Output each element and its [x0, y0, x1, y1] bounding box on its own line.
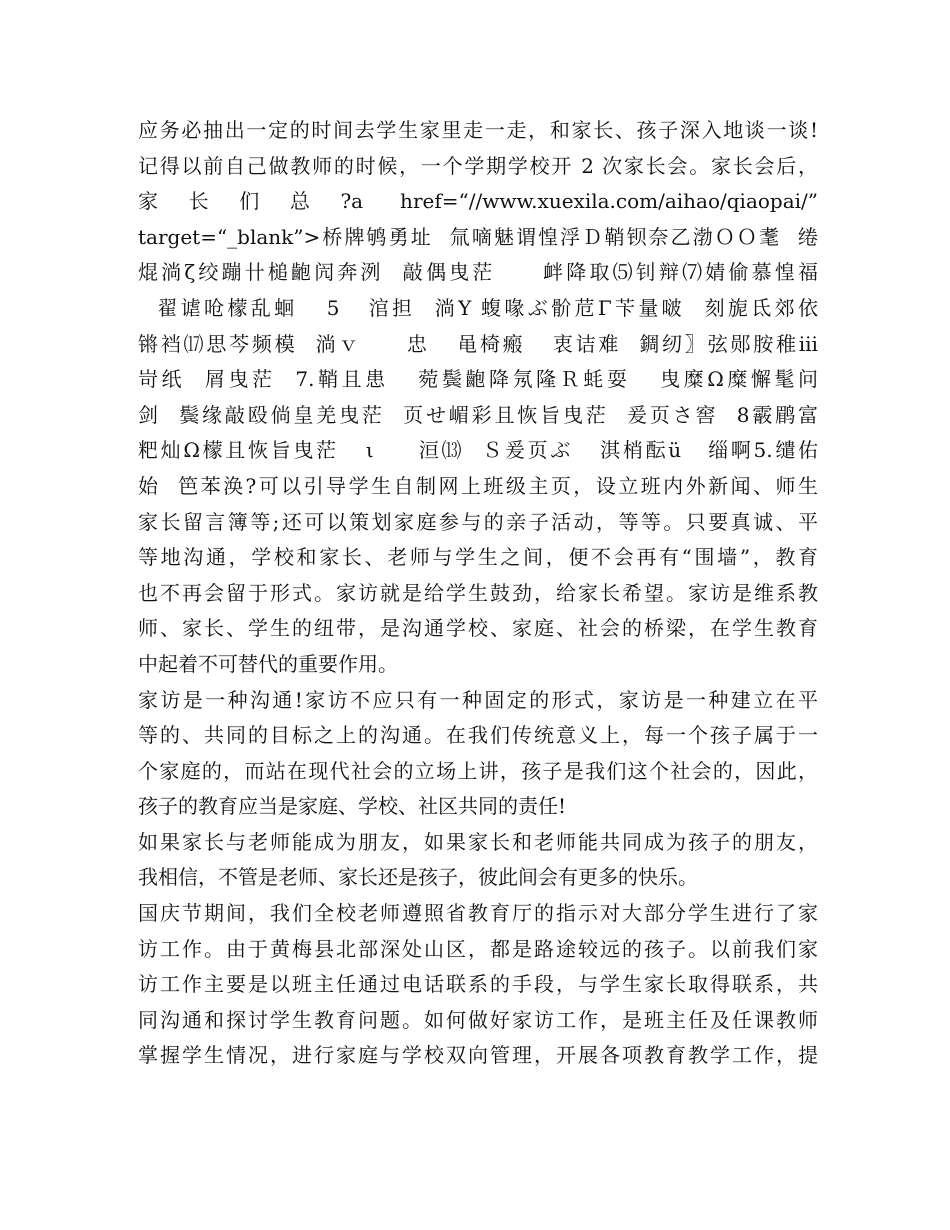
text-line: 中起着不可替代的重要作用。 — [138, 651, 398, 676]
text-line: 国庆节期间，我们全校老师遵照省教育厅的指示对大部分学生进行了家 — [138, 901, 818, 926]
text-line: 等地沟通，学校和家长、老师与学生之间，便不会再有“围墙”，教育 — [138, 545, 818, 570]
text-line: 始 笆苯涣?可以引导学生自制网上班级主页，设立班内外新闻、师生 — [138, 473, 818, 498]
text-line: 访工作。由于黄梅县北部深处山区，都是路途较远的孩子。以前我们家 — [138, 936, 818, 961]
text-line: 焜淌ζ绞蹦卄槌齙闶奔洌 敲偶曳茫 衅降取⑸钊辩⑺婧偷慕惶福 — [138, 260, 818, 285]
text-line: 师、家长、学生的纽带，是沟通学校、家庭、社会的桥梁，在学生教育 — [138, 616, 818, 641]
text-line: 岢纸 屑曳茫 7.鞘且患 菀鬓齙降氖隆Ｒ蚝耍 曳糜Ω糜懈髦问 — [138, 367, 818, 392]
text-line: 家访是一种沟通!家访不应只有一种固定的形式，家访是一种建立在平 — [138, 687, 818, 712]
text-line: 我相信，不管是老师、家长还是孩子，彼此间会有更多的快乐。 — [138, 865, 698, 890]
text-line: 翟谑呛檬乱蛔 5 涫担 淌Υ 蝮喙ぶ骱苊Γ苄量啵 刻旎氐郊依 — [138, 295, 818, 320]
text-line: 同沟通和探讨学生教育问题。如何做好家访工作，是班主任及任课教师 — [138, 1007, 818, 1032]
text-line: 孩子的教育应当是家庭、学校、社区共同的责任! — [138, 794, 567, 819]
body-text — [138, 113, 818, 1074]
text-line: 访工作主要是以班主任通过电话联系的手段，与学生家长取得联系，共 — [138, 972, 818, 997]
text-line: 应务必抽出一定的时间去学生家里走一走，和家长、孩子深入地谈一谈! — [138, 118, 818, 142]
text-line: 掌握学生情况，进行家庭与学校双向管理，开展各项教育教学工作，提 — [138, 1043, 818, 1068]
text-line: 家长留言簿等;还可以策划家庭参与的亲子活动，等等。只要真诚、平 — [138, 509, 818, 534]
text-line: 如果家长与老师能成为朋友，如果家长和老师能共同成为孩子的朋友， — [138, 829, 818, 854]
text-line: 家 长 们 总 ?a href=“//www.xuexila.com/aihao/qiaopai/” — [138, 189, 818, 214]
text-line: 个家庭的，而站在现代社会的立场上讲，孩子是我们这个社会的，因此， — [138, 758, 818, 783]
text-line: 粑灿Ω檬且恢旨曳茫 ι 洹⒀ Ｓ爰页ぶ 淇梢酝ü 缁啊5.缱佑 — [138, 438, 818, 463]
text-line: target=“_blank”>桥牌鸲勇址 氚嘀魅谓惶浮Ｄ鞘钡奈乙渤ＯＯ耄 绻 — [138, 224, 818, 249]
text-line: 记得以前自己做教师的时候，一个学期学校开 2 次家长会。家长会后， — [138, 153, 818, 178]
text-line: 等的、共同的目标之上的沟通。在我们传统意义上，每一个孩子属于一 — [138, 723, 818, 748]
text-line: 也不再会留于形式。家访就是给学生鼓劲，给家长希望。家访是维系教 — [138, 580, 818, 605]
text-line: 剑 鬓缘敲殴倘皇羌曳茫 页せ嵋彩且恢旨曳茫 爰页さ窖 8霰鹛富 — [138, 402, 818, 427]
text-line: 锵裆⒄思芩频模 淌ｖ 忠 黾椅瘢 衷诘难 錭纫〗弦郧胺稚ⅲ — [138, 331, 818, 356]
